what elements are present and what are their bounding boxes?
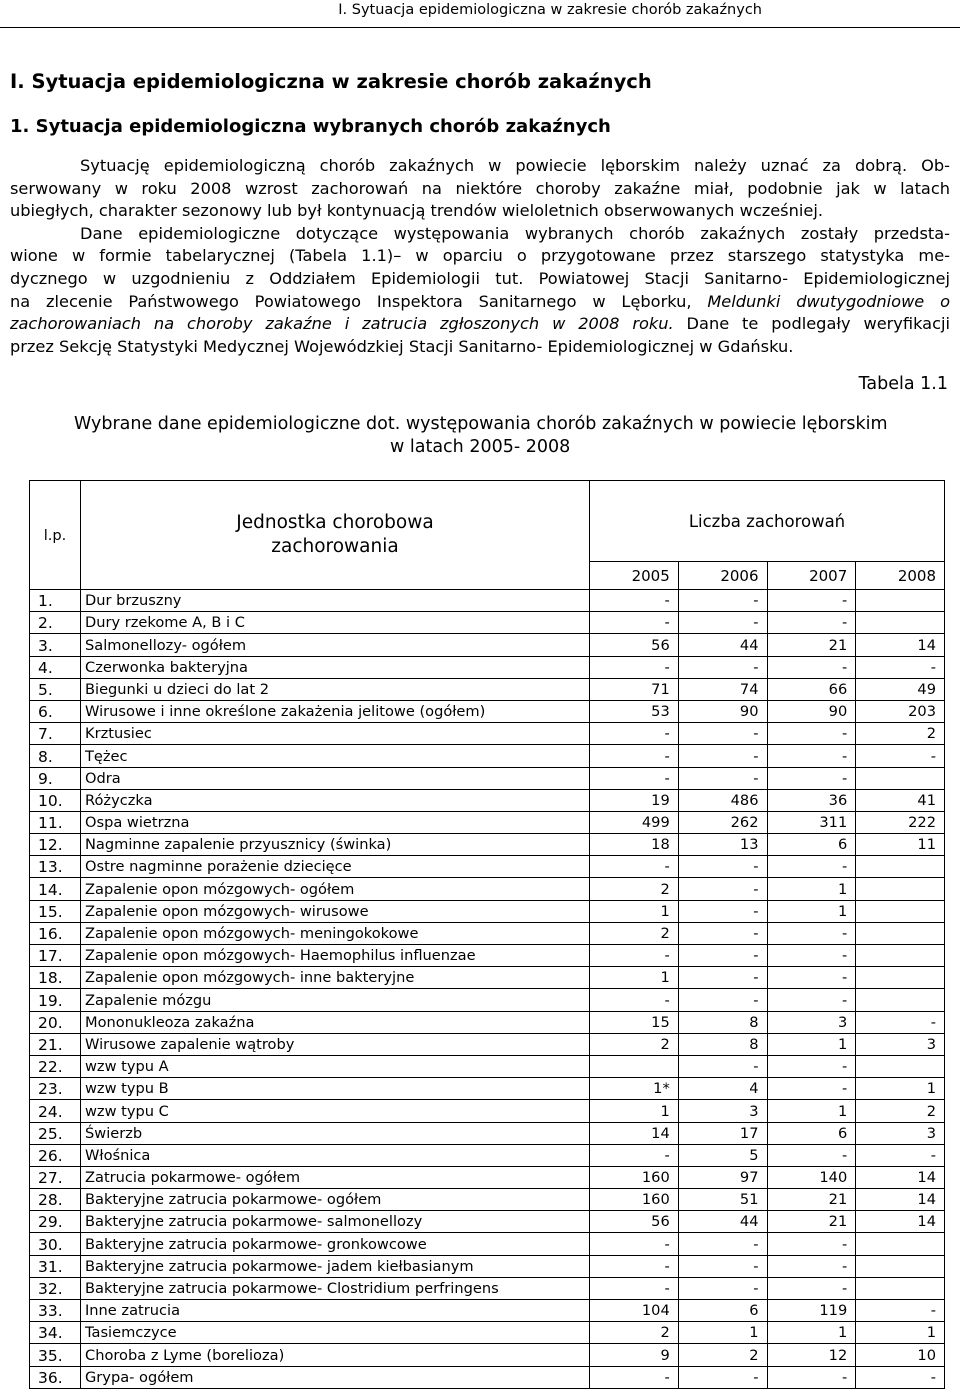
paragraph-line: ubiegłych, charakter sezonowy lub był kontynuacją trendów wieloletnich obserwowanych wcześniej. (10, 201, 823, 221)
table-caption: Wybrane dane epidemiologiczne dot. występowania chorób zakaźnych w powiecie lęborskim (74, 414, 888, 434)
cell-year-2008: 203 (856, 700, 945, 722)
row-number: 34. (30, 1322, 81, 1344)
table-row (30, 1033, 945, 1055)
cell-year-2006: 13 (678, 834, 767, 856)
paragraph-line: Sytuację epidemiologiczną chorób zakaźnych w powiecie lęborskim należy uznać za dobrą. Ob- (80, 156, 950, 175)
table-row (30, 1100, 945, 1122)
row-number: 6. (30, 700, 81, 722)
body-paragraph (10, 155, 950, 358)
disease-name: Bakteryjne zatrucia pokarmowe- ogółem (81, 1189, 590, 1211)
cell-year-2007: 12 (767, 1344, 856, 1366)
cell-year-2006: - (678, 967, 767, 989)
cell-year-2005: 1 (590, 1100, 679, 1122)
paragraph-line (10, 313, 950, 336)
cell-year-2005: 2 (590, 1322, 679, 1344)
table-row (30, 967, 945, 989)
table-row (30, 834, 945, 856)
table-row (30, 989, 945, 1011)
cell-year-2007: - (767, 656, 856, 678)
disease-name: Inne zatrucia (81, 1300, 590, 1322)
cell-year-2005: - (590, 656, 679, 678)
cell-year-2005: 56 (590, 634, 679, 656)
row-number: 17. (30, 945, 81, 967)
cell-year-2008 (856, 1277, 945, 1299)
row-number: 4. (30, 656, 81, 678)
cell-year-2008 (856, 922, 945, 944)
disease-name: Wirusowe i inne określone zakażenia jelitowe (ogółem) (81, 700, 590, 722)
row-number: 22. (30, 1055, 81, 1077)
cell-year-2008: 2 (856, 723, 945, 745)
cell-year-2005: 19 (590, 789, 679, 811)
table-row (30, 1144, 945, 1166)
cell-year-2007: - (767, 767, 856, 789)
disease-name: Bakteryjne zatrucia pokarmowe- jadem kiełbasianym (81, 1255, 590, 1277)
cell-year-2008 (856, 1255, 945, 1277)
cell-year-2006: - (678, 745, 767, 767)
row-number: 3. (30, 634, 81, 656)
cell-year-2006: 486 (678, 789, 767, 811)
row-number: 31. (30, 1255, 81, 1277)
cell-year-2008: 3 (856, 1033, 945, 1055)
disease-name: Dur brzuszny (81, 590, 590, 612)
table-row (30, 878, 945, 900)
report-title-italic: Meldunki dwutygodniowe o (707, 291, 950, 311)
cell-year-2005: - (590, 590, 679, 612)
column-header-lp: l.p. (30, 481, 81, 590)
disease-name: Tężec (81, 745, 590, 767)
disease-name: Włośnica (81, 1144, 590, 1166)
chapter-heading: I. Sytuacja epidemiologiczna w zakresie chorób zakaźnych (10, 70, 652, 93)
cell-year-2005: 9 (590, 1344, 679, 1366)
cell-year-2007: - (767, 1078, 856, 1100)
cell-year-2006: - (678, 945, 767, 967)
section-heading: 1. Sytuacja epidemiologiczna wybranych chorób zakaźnych (10, 116, 611, 137)
cell-year-2006: - (678, 590, 767, 612)
disease-name: Salmonellozy- ogółem (81, 634, 590, 656)
cell-year-2006: - (678, 856, 767, 878)
disease-name: Zapalenie opon mózgowych- inne bakteryjne (81, 967, 590, 989)
cell-year-2005: 160 (590, 1166, 679, 1188)
cell-year-2007: - (767, 945, 856, 967)
cell-year-2007: 1 (767, 878, 856, 900)
disease-name: Choroba z Lyme (borelioza) (81, 1344, 590, 1366)
row-number: 15. (30, 900, 81, 922)
column-header-year: 2007 (767, 562, 856, 590)
table-row (30, 700, 945, 722)
disease-name: Wirusowe zapalenie wątroby (81, 1033, 590, 1055)
column-header-unit-line: Jednostka chorobowa (236, 512, 434, 533)
cell-year-2007: - (767, 1366, 856, 1388)
cell-year-2007: - (767, 1055, 856, 1077)
cell-year-2008: 14 (856, 1189, 945, 1211)
cell-year-2005: - (590, 1277, 679, 1299)
cell-year-2008 (856, 967, 945, 989)
cell-year-2007: - (767, 1255, 856, 1277)
cell-year-2008: 1 (856, 1322, 945, 1344)
cell-year-2008 (856, 767, 945, 789)
table-row (30, 612, 945, 634)
cell-year-2008: 222 (856, 811, 945, 833)
paragraph-text: na zlecenie Państwowego Powiatowego Inspektora Sanitarnego w Lęborku, (10, 291, 708, 311)
cell-year-2005: - (590, 856, 679, 878)
table-row (30, 900, 945, 922)
row-number: 19. (30, 989, 81, 1011)
table-row (30, 767, 945, 789)
cell-year-2006: - (678, 767, 767, 789)
cell-year-2007: - (767, 1233, 856, 1255)
cell-year-2007: 21 (767, 1189, 856, 1211)
cell-year-2007: 66 (767, 678, 856, 700)
cell-year-2007: - (767, 745, 856, 767)
cell-year-2006: - (678, 612, 767, 634)
header-rule (0, 27, 960, 28)
cell-year-2007: - (767, 967, 856, 989)
cell-year-2008: 3 (856, 1122, 945, 1144)
cell-year-2005: - (590, 1144, 679, 1166)
row-number: 35. (30, 1344, 81, 1366)
cell-year-2007: 1 (767, 1033, 856, 1055)
table-row (30, 811, 945, 833)
cell-year-2006: 90 (678, 700, 767, 722)
paragraph-line: dycznego w uzgodnieniu z Oddziałem Epidemiologii tut. Powiatowej Stacji Sanitarno- Epidemiologicznej (10, 268, 950, 288)
cell-year-2008: 10 (856, 1344, 945, 1366)
row-number: 12. (30, 834, 81, 856)
cell-year-2007: 90 (767, 700, 856, 722)
table-row (30, 945, 945, 967)
cell-year-2006: 44 (678, 634, 767, 656)
cell-year-2005: 2 (590, 878, 679, 900)
cell-year-2007: - (767, 1277, 856, 1299)
cell-year-2007: - (767, 1144, 856, 1166)
disease-name: Zatrucia pokarmowe- ogółem (81, 1166, 590, 1188)
cell-year-2008: - (856, 1011, 945, 1033)
disease-name: Bakteryjne zatrucia pokarmowe- Clostridium perfringens (81, 1277, 590, 1299)
cell-year-2008 (856, 856, 945, 878)
cell-year-2005: - (590, 1233, 679, 1255)
cell-year-2005: 104 (590, 1300, 679, 1322)
cell-year-2008 (856, 590, 945, 612)
table-row (30, 1366, 945, 1388)
cell-year-2005: - (590, 1255, 679, 1277)
table-row (30, 856, 945, 878)
disease-name: Zapalenie opon mózgowych- Haemophilus influenzae (81, 945, 590, 967)
disease-name: Zapalenie mózgu (81, 989, 590, 1011)
cell-year-2007: 119 (767, 1300, 856, 1322)
cell-year-2008: 49 (856, 678, 945, 700)
row-number: 33. (30, 1300, 81, 1322)
disease-name: Mononukleoza zakaźna (81, 1011, 590, 1033)
cell-year-2007: 140 (767, 1166, 856, 1188)
cell-year-2005: - (590, 1366, 679, 1388)
row-number: 32. (30, 1277, 81, 1299)
cell-year-2006: 2 (678, 1344, 767, 1366)
disease-name: Różyczka (81, 789, 590, 811)
cell-year-2008: 41 (856, 789, 945, 811)
table-row (30, 1011, 945, 1033)
disease-name: Biegunki u dzieci do lat 2 (81, 678, 590, 700)
row-number: 27. (30, 1166, 81, 1188)
row-number: 28. (30, 1189, 81, 1211)
cell-year-2008 (856, 900, 945, 922)
cell-year-2005: - (590, 767, 679, 789)
disease-name: Zapalenie opon mózgowych- meningokokowe (81, 922, 590, 944)
table-caption-years: w latach 2005- 2008 (390, 437, 571, 457)
cell-year-2005: 71 (590, 678, 679, 700)
row-number: 18. (30, 967, 81, 989)
cell-year-2008: - (856, 656, 945, 678)
cell-year-2005: 14 (590, 1122, 679, 1144)
cell-year-2007: 21 (767, 634, 856, 656)
disease-name: wzw typu C (81, 1100, 590, 1122)
cell-year-2005: 2 (590, 1033, 679, 1055)
paragraph-line: wione w formie tabelarycznej (Tabela 1.1)– w oparciu o przygotowane przez starszego statystyka me- (10, 246, 950, 266)
table-row (30, 1322, 945, 1344)
cell-year-2008: 14 (856, 1211, 945, 1233)
cell-year-2006: 74 (678, 678, 767, 700)
cell-year-2008: 11 (856, 834, 945, 856)
cell-year-2007: 3 (767, 1011, 856, 1033)
row-number: 24. (30, 1100, 81, 1122)
column-header-year: 2008 (856, 562, 945, 590)
cell-year-2006: - (678, 723, 767, 745)
cell-year-2005: 56 (590, 1211, 679, 1233)
cell-year-2008 (856, 612, 945, 634)
report-title-italic: zachorowaniach na choroby zakaźne i zatrucia zgłoszonych w 2008 roku. (10, 314, 674, 334)
column-header-unit (81, 481, 590, 590)
cell-year-2007: 1 (767, 1322, 856, 1344)
cell-year-2005: 53 (590, 700, 679, 722)
cell-year-2006: 3 (678, 1100, 767, 1122)
cell-year-2006: - (678, 900, 767, 922)
cell-year-2006: - (678, 1233, 767, 1255)
disease-name: Dury rzekome A, B i C (81, 612, 590, 634)
paragraph-line: Dane epidemiologiczne dotyczące występowania wybranych chorób zakaźnych zostały przedsta- (80, 223, 950, 243)
row-number: 25. (30, 1122, 81, 1144)
cell-year-2008: 14 (856, 1166, 945, 1188)
disease-name: Zapalenie opon mózgowych- ogółem (81, 878, 590, 900)
cell-year-2005: - (590, 745, 679, 767)
cell-year-2005: 160 (590, 1189, 679, 1211)
cell-year-2006: - (678, 1277, 767, 1299)
cell-year-2008: - (856, 1300, 945, 1322)
row-number: 13. (30, 856, 81, 878)
cell-year-2008 (856, 1055, 945, 1077)
cell-year-2007: 6 (767, 1122, 856, 1144)
cell-year-2006: 8 (678, 1033, 767, 1055)
row-number: 16. (30, 922, 81, 944)
cell-year-2008: - (856, 1144, 945, 1166)
table-row (30, 1166, 945, 1188)
cell-year-2005: 18 (590, 834, 679, 856)
table-row (30, 1277, 945, 1299)
cell-year-2006: - (678, 922, 767, 944)
disease-name: wzw typu B (81, 1078, 590, 1100)
cell-year-2007: 21 (767, 1211, 856, 1233)
table-row (30, 745, 945, 767)
table-row (30, 922, 945, 944)
cell-year-2007: 6 (767, 834, 856, 856)
disease-name: wzw typu A (81, 1055, 590, 1077)
row-number: 23. (30, 1078, 81, 1100)
cell-year-2006: - (678, 989, 767, 1011)
paragraph-text: Dane te podlegały weryfikacji (673, 314, 950, 334)
table-row (30, 590, 945, 612)
cell-year-2006: - (678, 1055, 767, 1077)
cell-year-2006: 1 (678, 1322, 767, 1344)
row-number: 10. (30, 789, 81, 811)
row-number: 5. (30, 678, 81, 700)
running-header: I. Sytuacja epidemiologiczna w zakresie chorób zakaźnych (338, 2, 762, 18)
table-row (30, 1300, 945, 1322)
cell-year-2006: 5 (678, 1144, 767, 1166)
cell-year-2008: 2 (856, 1100, 945, 1122)
cell-year-2007: - (767, 856, 856, 878)
cell-year-2006: 6 (678, 1300, 767, 1322)
cell-year-2005: - (590, 945, 679, 967)
disease-name: Ospa wietrzna (81, 811, 590, 833)
cell-year-2005: 15 (590, 1011, 679, 1033)
cell-year-2006: 44 (678, 1211, 767, 1233)
cell-year-2006: 4 (678, 1078, 767, 1100)
cell-year-2006: 97 (678, 1166, 767, 1188)
row-number: 1. (30, 590, 81, 612)
row-number: 30. (30, 1233, 81, 1255)
table-row (30, 1122, 945, 1144)
row-number: 11. (30, 811, 81, 833)
cell-year-2005 (590, 1055, 679, 1077)
cell-year-2005: 1 (590, 900, 679, 922)
cell-year-2008: - (856, 1366, 945, 1388)
disease-name: Grypa- ogółem (81, 1366, 590, 1388)
table-row (30, 1055, 945, 1077)
paragraph-line (10, 291, 950, 314)
disease-name: Czerwonka bakteryjna (81, 656, 590, 678)
cell-year-2008: 1 (856, 1078, 945, 1100)
row-number: 9. (30, 767, 81, 789)
disease-table (29, 480, 945, 1389)
table-row (30, 723, 945, 745)
cell-year-2006: - (678, 878, 767, 900)
cell-year-2005: - (590, 723, 679, 745)
cell-year-2007: - (767, 612, 856, 634)
column-header-year: 2006 (678, 562, 767, 590)
table-row (30, 1189, 945, 1211)
row-number: 14. (30, 878, 81, 900)
table-row (30, 656, 945, 678)
disease-name: Ostre nagminne porażenie dziecięce (81, 856, 590, 878)
cell-year-2007: 36 (767, 789, 856, 811)
cell-year-2006: - (678, 1366, 767, 1388)
cell-year-2008 (856, 945, 945, 967)
table-row (30, 1233, 945, 1255)
cell-year-2006: - (678, 1255, 767, 1277)
disease-name: Świerzb (81, 1122, 590, 1144)
cell-year-2007: - (767, 723, 856, 745)
disease-name: Tasiemczyce (81, 1322, 590, 1344)
row-number: 8. (30, 745, 81, 767)
table-row (30, 1255, 945, 1277)
table-row (30, 1078, 945, 1100)
column-header-year: 2005 (590, 562, 679, 590)
disease-name: Odra (81, 767, 590, 789)
cell-year-2007: 311 (767, 811, 856, 833)
cell-year-2005: 1* (590, 1078, 679, 1100)
cell-year-2008: - (856, 745, 945, 767)
cell-year-2005: 499 (590, 811, 679, 833)
row-number: 36. (30, 1366, 81, 1388)
row-number: 21. (30, 1033, 81, 1055)
row-number: 26. (30, 1144, 81, 1166)
column-header-unit-line: zachorowania (271, 536, 399, 557)
disease-name: Bakteryjne zatrucia pokarmowe- gronkowcowe (81, 1233, 590, 1255)
cell-year-2007: 1 (767, 900, 856, 922)
cell-year-2006: 8 (678, 1011, 767, 1033)
row-number: 20. (30, 1011, 81, 1033)
cell-year-2006: 262 (678, 811, 767, 833)
cell-year-2007: - (767, 590, 856, 612)
cell-year-2005: 1 (590, 967, 679, 989)
cell-year-2008 (856, 878, 945, 900)
cell-year-2007: - (767, 922, 856, 944)
cell-year-2005: 2 (590, 922, 679, 944)
cell-year-2005: - (590, 989, 679, 1011)
table-row (30, 678, 945, 700)
table-row (30, 634, 945, 656)
cell-year-2005: - (590, 612, 679, 634)
cell-year-2006: 17 (678, 1122, 767, 1144)
cell-year-2008: 14 (856, 634, 945, 656)
cell-year-2008 (856, 1233, 945, 1255)
paragraph-line: serwowany w roku 2008 wzrost zachorowań na niektóre choroby zakaźne miał, podobnie jak w latach (10, 178, 950, 198)
row-number: 7. (30, 723, 81, 745)
table-row (30, 1344, 945, 1366)
cell-year-2006: 51 (678, 1189, 767, 1211)
cell-year-2007: - (767, 989, 856, 1011)
paragraph-line: przez Sekcję Statystyki Medycznej Wojewódzkiej Stacji Sanitarno- Epidemiologicznej w Gdańsku. (10, 336, 794, 356)
disease-name: Krztusiec (81, 723, 590, 745)
cell-year-2006: - (678, 656, 767, 678)
disease-name: Nagminne zapalenie przyusznicy (świnka) (81, 834, 590, 856)
row-number: 2. (30, 612, 81, 634)
disease-name: Bakteryjne zatrucia pokarmowe- salmonellozy (81, 1211, 590, 1233)
cell-year-2007: 1 (767, 1100, 856, 1122)
table-row (30, 789, 945, 811)
cell-year-2008 (856, 989, 945, 1011)
disease-name: Zapalenie opon mózgowych- wirusowe (81, 900, 590, 922)
row-number: 29. (30, 1211, 81, 1233)
column-header-count: Liczba zachorowań (590, 481, 945, 562)
table-row (30, 1211, 945, 1233)
table-number-label: Tabela 1.1 (858, 374, 948, 394)
